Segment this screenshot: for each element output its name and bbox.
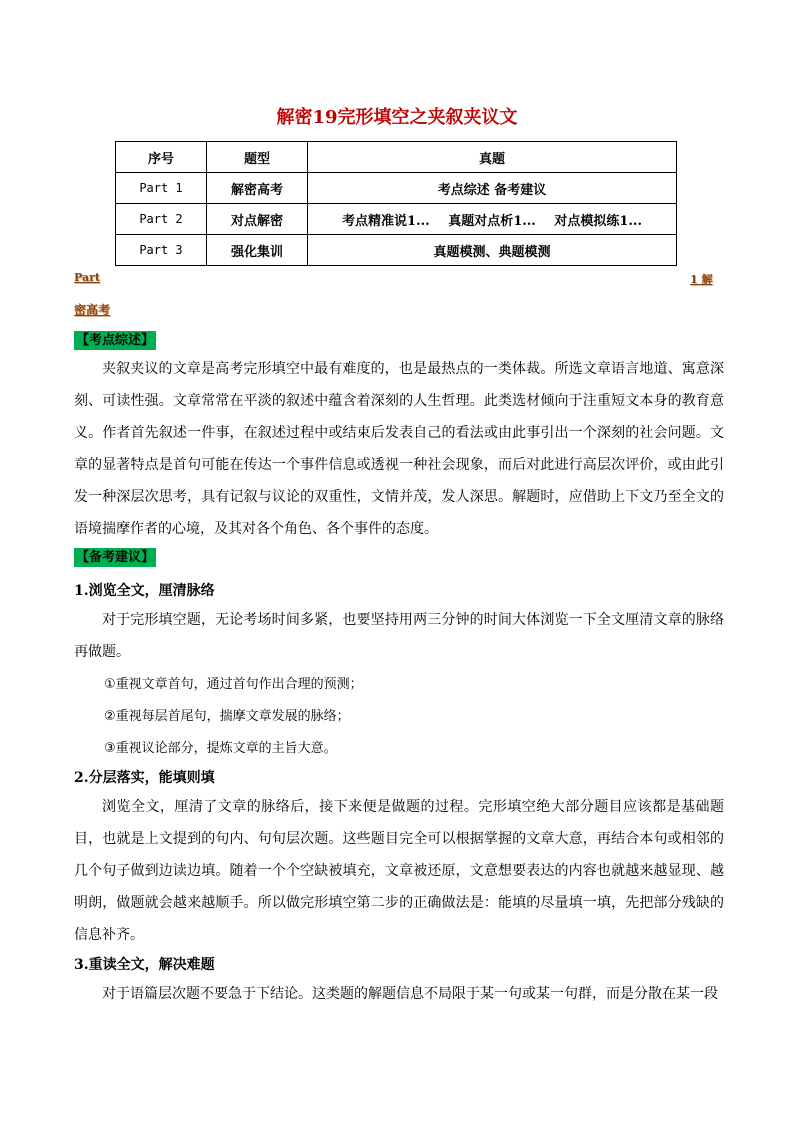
table-row (116, 173, 677, 204)
table-row (116, 204, 677, 235)
row-content: 真题模测、典题模测 (308, 235, 677, 266)
row-part: Part 2 (116, 204, 207, 235)
content-item: 考点精准说1... (342, 213, 430, 229)
heading-reread: 3.重读全文，解决难题 (74, 957, 215, 973)
heading-layers: 2.分层落实，能填则填 (74, 770, 215, 786)
table-row (116, 235, 677, 266)
heading-browse: 1.浏览全文，厘清脉络 (74, 583, 215, 599)
part-label-continued: 密高考 (74, 303, 111, 317)
browse-paragraph: 对于完形填空题，无论考场时间多紧，也要坚持用两三分钟的时间大体浏览一下全文厘清文章的脉络再做题。 (74, 612, 724, 660)
header-type: 题型 (207, 142, 308, 173)
row-type: 解密高考 (207, 173, 308, 204)
list-item: ①重视文章首句，通过首句作出合理的预测； (104, 677, 363, 692)
row-type: 强化集训 (207, 235, 308, 266)
content-item: 对点模拟练1... (554, 213, 642, 229)
section-tag-suggestions: 【备考建议】 (76, 550, 155, 565)
table-header-row (116, 142, 677, 173)
list-item: ②重视每层首尾句，揣摩文章发展的脉络； (104, 709, 350, 724)
layers-paragraph: 浏览全文，厘清了文章的脉络后，接下来便是做题的过程。完形填空绝大部分题目应该都是基础题目，也就是上文提到的句内、句旬层次题。这些题目完全可以根据掌握的文章大意，再结合本句或相邻的几个句子做到边读边填。随着一个个空缺被填充，文章被还原，文意想要表达的内容也就越来越显现、越明朗，做题就会越来越顺手。所以做完形填空第二步的正确做法是：能填的尽量填一填，先把部分残缺的信息补齐。 (74, 799, 724, 943)
row-part: Part 3 (116, 235, 207, 266)
row-content: 考点综述 备考建议 (308, 173, 677, 204)
row-part: Part 1 (116, 173, 207, 204)
header-index: 序号 (116, 142, 207, 173)
reread-paragraph: 对于语篇层次题不要急于下结论。这类题的解题信息不局限于某一句或某一句群，而是分散在某一段 (102, 986, 718, 1002)
header-content: 真题 (308, 142, 677, 173)
part-label-right: 1 解 (690, 273, 713, 286)
section-tag-overview: 【考点综述】 (76, 333, 155, 348)
page-title: 解密19完形填空之夹叙夹议文 (276, 107, 518, 128)
row-content (308, 204, 677, 235)
overview-paragraph: 夹叙夹议的文章是高考完形填空中最有难度的，也是最热点的一类体裁。所选文章语言地道、寓意深刻、可读性强。文章常常在平淡的叙述中蕴含着深刻的人生哲理。此类选材倾向于注重短文本身的教育意义。作者首先叙述一件事，在叙述过程中或结束后发表自己的看法或由此事引出一个深刻的社会问题。文章的显著特点是首句可能在传达一个事件信息或透视一种社会现象，而后对此进行高层次评价，或由此引发一种深层次思考，具有记叙与议论的双重性，文情并茂，发人深思。解题时，应借助上下文乃至全文的语境揣摩作者的心境，及其对各个角色、各个事件的态度。 (74, 361, 724, 537)
toc-table (115, 141, 677, 266)
list-item: ③重视议论部分，提炼文章的主旨大意。 (104, 741, 337, 756)
row-type: 对点解密 (207, 204, 308, 235)
content-item: 真题对点析1... (448, 213, 536, 229)
part-label-left: Part (74, 271, 100, 284)
